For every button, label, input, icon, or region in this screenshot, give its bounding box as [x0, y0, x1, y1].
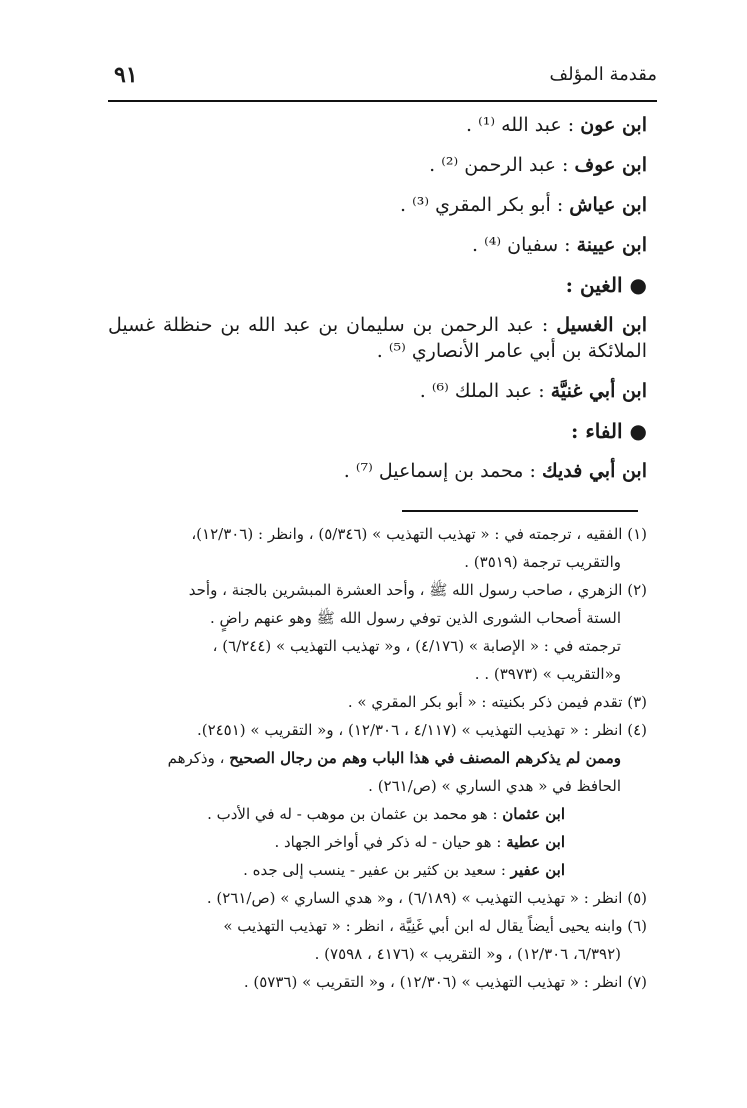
footnotes [108, 520, 647, 996]
entry-text: : محمد بن إسماعيل ⁽⁷⁾ . [343, 460, 542, 482]
page-header [108, 60, 657, 96]
footnote-4-entry [108, 800, 647, 828]
entry-text: : سعيد بن كثير بن عفير - ينسب إلى جده . [243, 861, 511, 879]
entry-name: ابن عون [580, 114, 647, 136]
entry-text: : عبد الرحمن ⁽²⁾ . [429, 154, 575, 176]
entry-text: : عبد الملك ⁽⁶⁾ . [419, 380, 551, 402]
entry-text: : عبد الله ⁽¹⁾ . [466, 114, 581, 136]
footnote-4-entry [108, 828, 647, 856]
footnote-4-line: الحافظ في « هدي الساري » (ص/٢٦١) . [368, 777, 621, 795]
main-text [108, 112, 647, 498]
entry-ibn-uyayna [108, 232, 647, 258]
footnote-4-entry [108, 856, 647, 884]
entry-name: ابن عطية [506, 833, 565, 851]
footnote-4-line: (٤) انظر : « تهذيب التهذيب » (٤/١١٧ ، ١٢/٣٠٦) ، و« التقريب » (٢٤٥١). [196, 721, 647, 739]
entry-ibn-al-ghasil [108, 312, 647, 364]
entry-name: ابن أبي غنيَّة [550, 380, 647, 402]
entry-name: ابن عوف [574, 154, 647, 176]
entry-name: ابن عياش [569, 194, 647, 216]
footnote-6-line: (٦/٣٩٢، ١٢/٣٠٦) ، و« التقريب » (٤١٧٦ ، ٧٥٩٨) . [314, 945, 621, 963]
entry-text: : أبو بكر المقري ⁽³⁾ . [399, 194, 570, 216]
header-rule [108, 100, 657, 102]
footnote-2-line: ترجمته في : « الإصابة » (٤/١٧٦) ، و« تهذيب التهذيب » (٦/٢٤٤) ، [212, 637, 621, 655]
footnote-1-line: والتقريب ترجمة (٣٥١٩) . [464, 553, 621, 571]
footnote-2-line: الستة أصحاب الشورى الذين توفي رسول الله ﷺ وهو عنهم راضٍ . [210, 609, 621, 627]
footnote-5-line: (٥) انظر : « تهذيب التهذيب » (٦/١٨٩) ، و« هدي الساري » (ص/٢٦١) . [206, 889, 647, 907]
entry-name: ابن عفير [510, 861, 565, 879]
entry-name: ابن أبي فديك [541, 460, 647, 482]
entry-name: ابن عيينة [576, 234, 647, 256]
footnote-separator [402, 510, 638, 512]
footnote-text: ، وذكرهم [167, 749, 230, 767]
footnote-bold-text: وممن لم يذكرهم المصنف في هذا الباب وهم من رجال الصحيح [229, 749, 621, 767]
page-number: ٩١ [114, 62, 138, 88]
footnote-6-line: (٦) وابنه يحيى أيضاً يقال له ابن أبي غَنِيَّة ، انظر : « تهذيب التهذيب » [223, 917, 647, 935]
footnote-3-line: (٣) تقدم فيمن ذكر بكنيته : « أبو بكر المقري » . [347, 693, 647, 711]
entry-text: : سفيان ⁽⁴⁾ . [472, 234, 577, 256]
running-title: مقدمة المؤلف [549, 64, 657, 85]
footnote-1-line: (١) الفقيه ، ترجمته في : « تهذيب التهذيب » (٥/٣٤٦) ، وانظر : (١٢/٣٠٦)، [191, 525, 647, 543]
footnote-2-line: و«التقريب » (٣٩٧٣) . . [474, 665, 621, 683]
entry-ibn-awn [108, 112, 647, 138]
entry-name: ابن الغسيل [556, 314, 648, 336]
footnote-2-line: (٢) الزهري ، صاحب رسول الله ﷺ ، وأحد العشرة المبشرين بالجنة ، وأحد [188, 581, 647, 599]
entry-ibn-ayyash [108, 192, 647, 218]
entry-text: : هو محمد بن عثمان بن موهب - له في الأدب . [207, 805, 503, 823]
entry-name: ابن عثمان [502, 805, 565, 823]
entry-text: : عبد الرحمن بن سليمان بن عبد الله بن حنظلة غسيل الملائكة بن أبي عامر الأنصاري ⁽⁵⁾ . [108, 314, 647, 362]
footnote-7-line: (٧) انظر : « تهذيب التهذيب » (١٢/٣٠٦) ، و« التقريب » (٥٧٣٦) . [243, 973, 647, 991]
footnote-4-line [108, 744, 647, 772]
section-heading-fa: ● الفاء : [570, 419, 647, 443]
section-heading-ghain: ● الغين : [565, 273, 647, 297]
entry-ibn-abi-ghaniyya [108, 378, 647, 404]
entry-text: : هو حيان - له ذكر في أواخر الجهاد . [274, 833, 507, 851]
entry-ibn-abi-fudayk [108, 458, 647, 484]
entry-ibn-awf [108, 152, 647, 178]
